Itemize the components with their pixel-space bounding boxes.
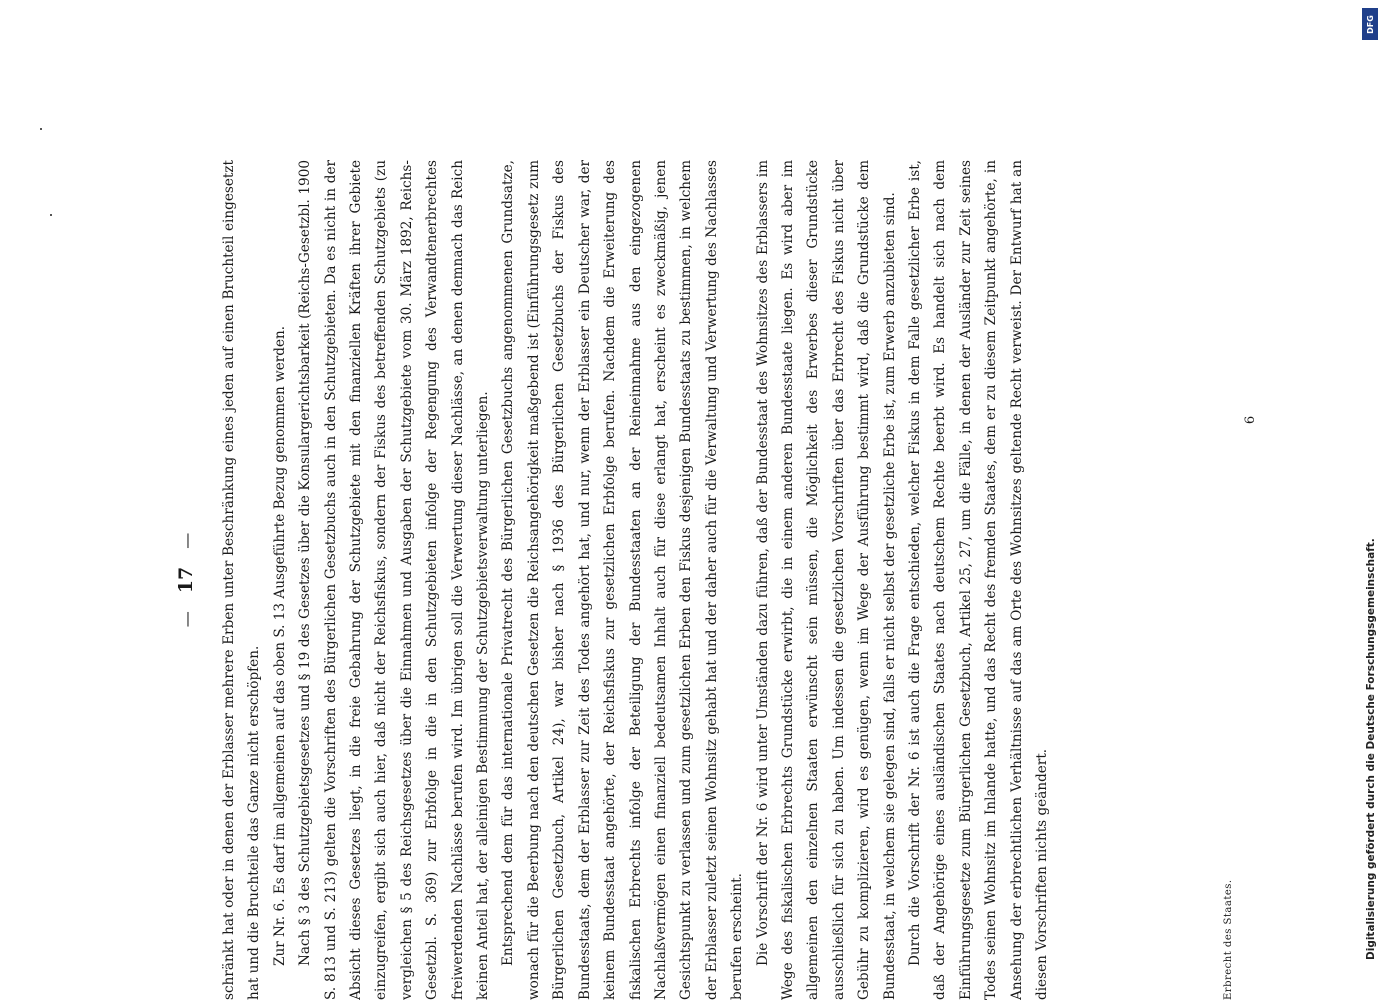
paragraph: schränkt hat oder in denen der Erblasser mehrere Erben unter Beschränkung eines jeden auf einen Bruchteil eingesetzt hat und die Bruchteile das Ganze nicht erschöpfen.: [221, 160, 263, 1000]
scan-speck: [40, 128, 42, 130]
running-head: [161, 160, 211, 1000]
paragraph: Die Vorschrift der Nr. 6 wird unter Umständen dazu führen, daß der Bundesstaat des Wohnsitzes des Erblassers im Wege des fiskalischen Erbrechts Grundstücke erwirbt, die in einem anderen Bundesstaate liegen. Es wird aber im allgemeinen den einzelnen Staaten erwünscht sein müssen, die Möglichkeit des Erwerbes dieser Grundstücke ausschließlich für sich zu haben. Um indessen die gesetzlichen Vorschriften über das Erbrecht des Fiskus nicht über Gebühr zu komplizieren, wird es genügen, wenn im Wege der Ausführung bestimmt wird, daß die Grundstücke dem Bundesstaat, in welchem sie gelegen sind, falls er nicht selbst der gesetzliche Erbe ist, zum Erwerb anzubieten sind.: [754, 160, 898, 1000]
header-dash-left: —: [176, 611, 196, 628]
scan-speck: [50, 214, 52, 216]
dfg-logo-text: DFG: [1365, 14, 1375, 34]
body-text: [217, 160, 1055, 1000]
digitization-credit: Digitalisierung gefördert durch die Deutsche Forschungsgemeinschaft.: [1365, 538, 1377, 960]
paragraph: Entsprechend dem für das internationale Privatrecht des Bürgerlichen Gesetzbuchs angenommenen Grundsatze, wonach für die Beerbung nach den deutschen Gesetzen die Reichsangehörigkeit maßgebend ist (Einführungsgesetz zum Bürgerlichen Gesetzbuch, Artikel 24), war bisher nach § 1936 des Bürgerlichen Gesetzbuchs der Fiskus des Bundesstaats, dem der Erblasser zur Zeit des Todes angehört hat, und nur, wenn der Erblasser ein Deutscher war, der keinem Bundesstaat angehörte, der Reichsfiskus zur gesetzlichen Erbfolge berufen. Nachdem die Erweiterung des fiskalischen Erbrechts infolge der Beteiligung der Bundesstaaten an der Reineinnahme aus den eingezogenen Nachlaßvermögen einen finanziell bedeutsamen Inhalt auch für diese erlangt hat, erscheint es zweckmäßig, jenen Gesichtspunkt zu verlassen und zum gesetzlichen Erben den Fiskus desjenigen Bundesstaats zu bestimmen, in welchem der Erblasser zuletzt seinen Wohnsitz gehabt hat und der daher auch für die Verwaltung und Verwertung des Nachlasses berufen erscheint.: [500, 160, 746, 1000]
paragraph: Zur Nr. 6. Es darf im allgemeinen auf das oben S. 13 Ausgeführte Bezug genommen werden.: [271, 325, 288, 966]
page-number: 17: [175, 566, 197, 594]
catchword: Erbrecht des Staates.: [1223, 879, 1234, 1000]
paragraph: Durch die Vorschrift der Nr. 6 ist auch die Frage entschieden, welcher Fiskus in dem Falle gesetzlicher Erbe ist, daß der Angehörige eines ausländischen Staates nach deutschem Rechte beerbt wird. Es handelt sich nach dem Einführungsgesetze zum Bürgerlichen Gesetzbuch, Artikel 25, 27, um die Fälle, in denen der Ausländer zur Zeit seines Todes seinen Wohnsitz im Inlande hatte, und das Recht des fremden Staates, dem er zu diesem Zeitpunkt angehörte, in Ansehung der erbrechtlichen Verhältnisse auf das am Orte des Wohnsitzes geltende Recht verweist. Der Entwurf hat an diesen Vorschriften nichts geändert.: [906, 160, 1050, 1000]
rotated-page: [161, 160, 1281, 1000]
header-dash-right: —: [176, 532, 196, 549]
digitization-strip: [1360, 0, 1383, 1000]
dfg-logo: [1362, 8, 1378, 40]
paragraph: Nach § 3 des Schutzgebietsgesetzes und § 19 des Gesetzes über die Konsulargerichtsbarkeit (Reichs-Gesetzbl. 1900 S. 813 und S. 213) gelten die Vorschriften des Bürgerlichen Gesetzbuchs auch in den Schutzgebieten. Da es nicht in der Absicht dieses Gesetzes liegt, in die freie Gebahrung der Schutzgebiete mit den finanziellen Kräften ihrer Gebiete einzugreifen, ergibt sich auch hier, daß nicht der Reichsfiskus, sondern der Fiskus des betreffenden Schutzgebiets (zu vergleichen § 5 des Reichsgesetzes über die Einnahmen und Ausgaben der Schutzgebiete vom 30. März 1892, Reichs-Gesetzbl. S. 369) zur Erbfolge in die in den Schutzgebieten infolge der Regengung des Verwandtenerbrechtes freiwerdenden Nachlässe berufen wird. Im übrigen soll die Verwertung dieser Nachlässe, an denen demnach das Reich keinen Anteil hat, der alleinigen Bestimmung der Schutzgebietsverwaltung unterliegen.: [297, 160, 492, 1000]
signature-mark: 6: [1243, 415, 1258, 425]
